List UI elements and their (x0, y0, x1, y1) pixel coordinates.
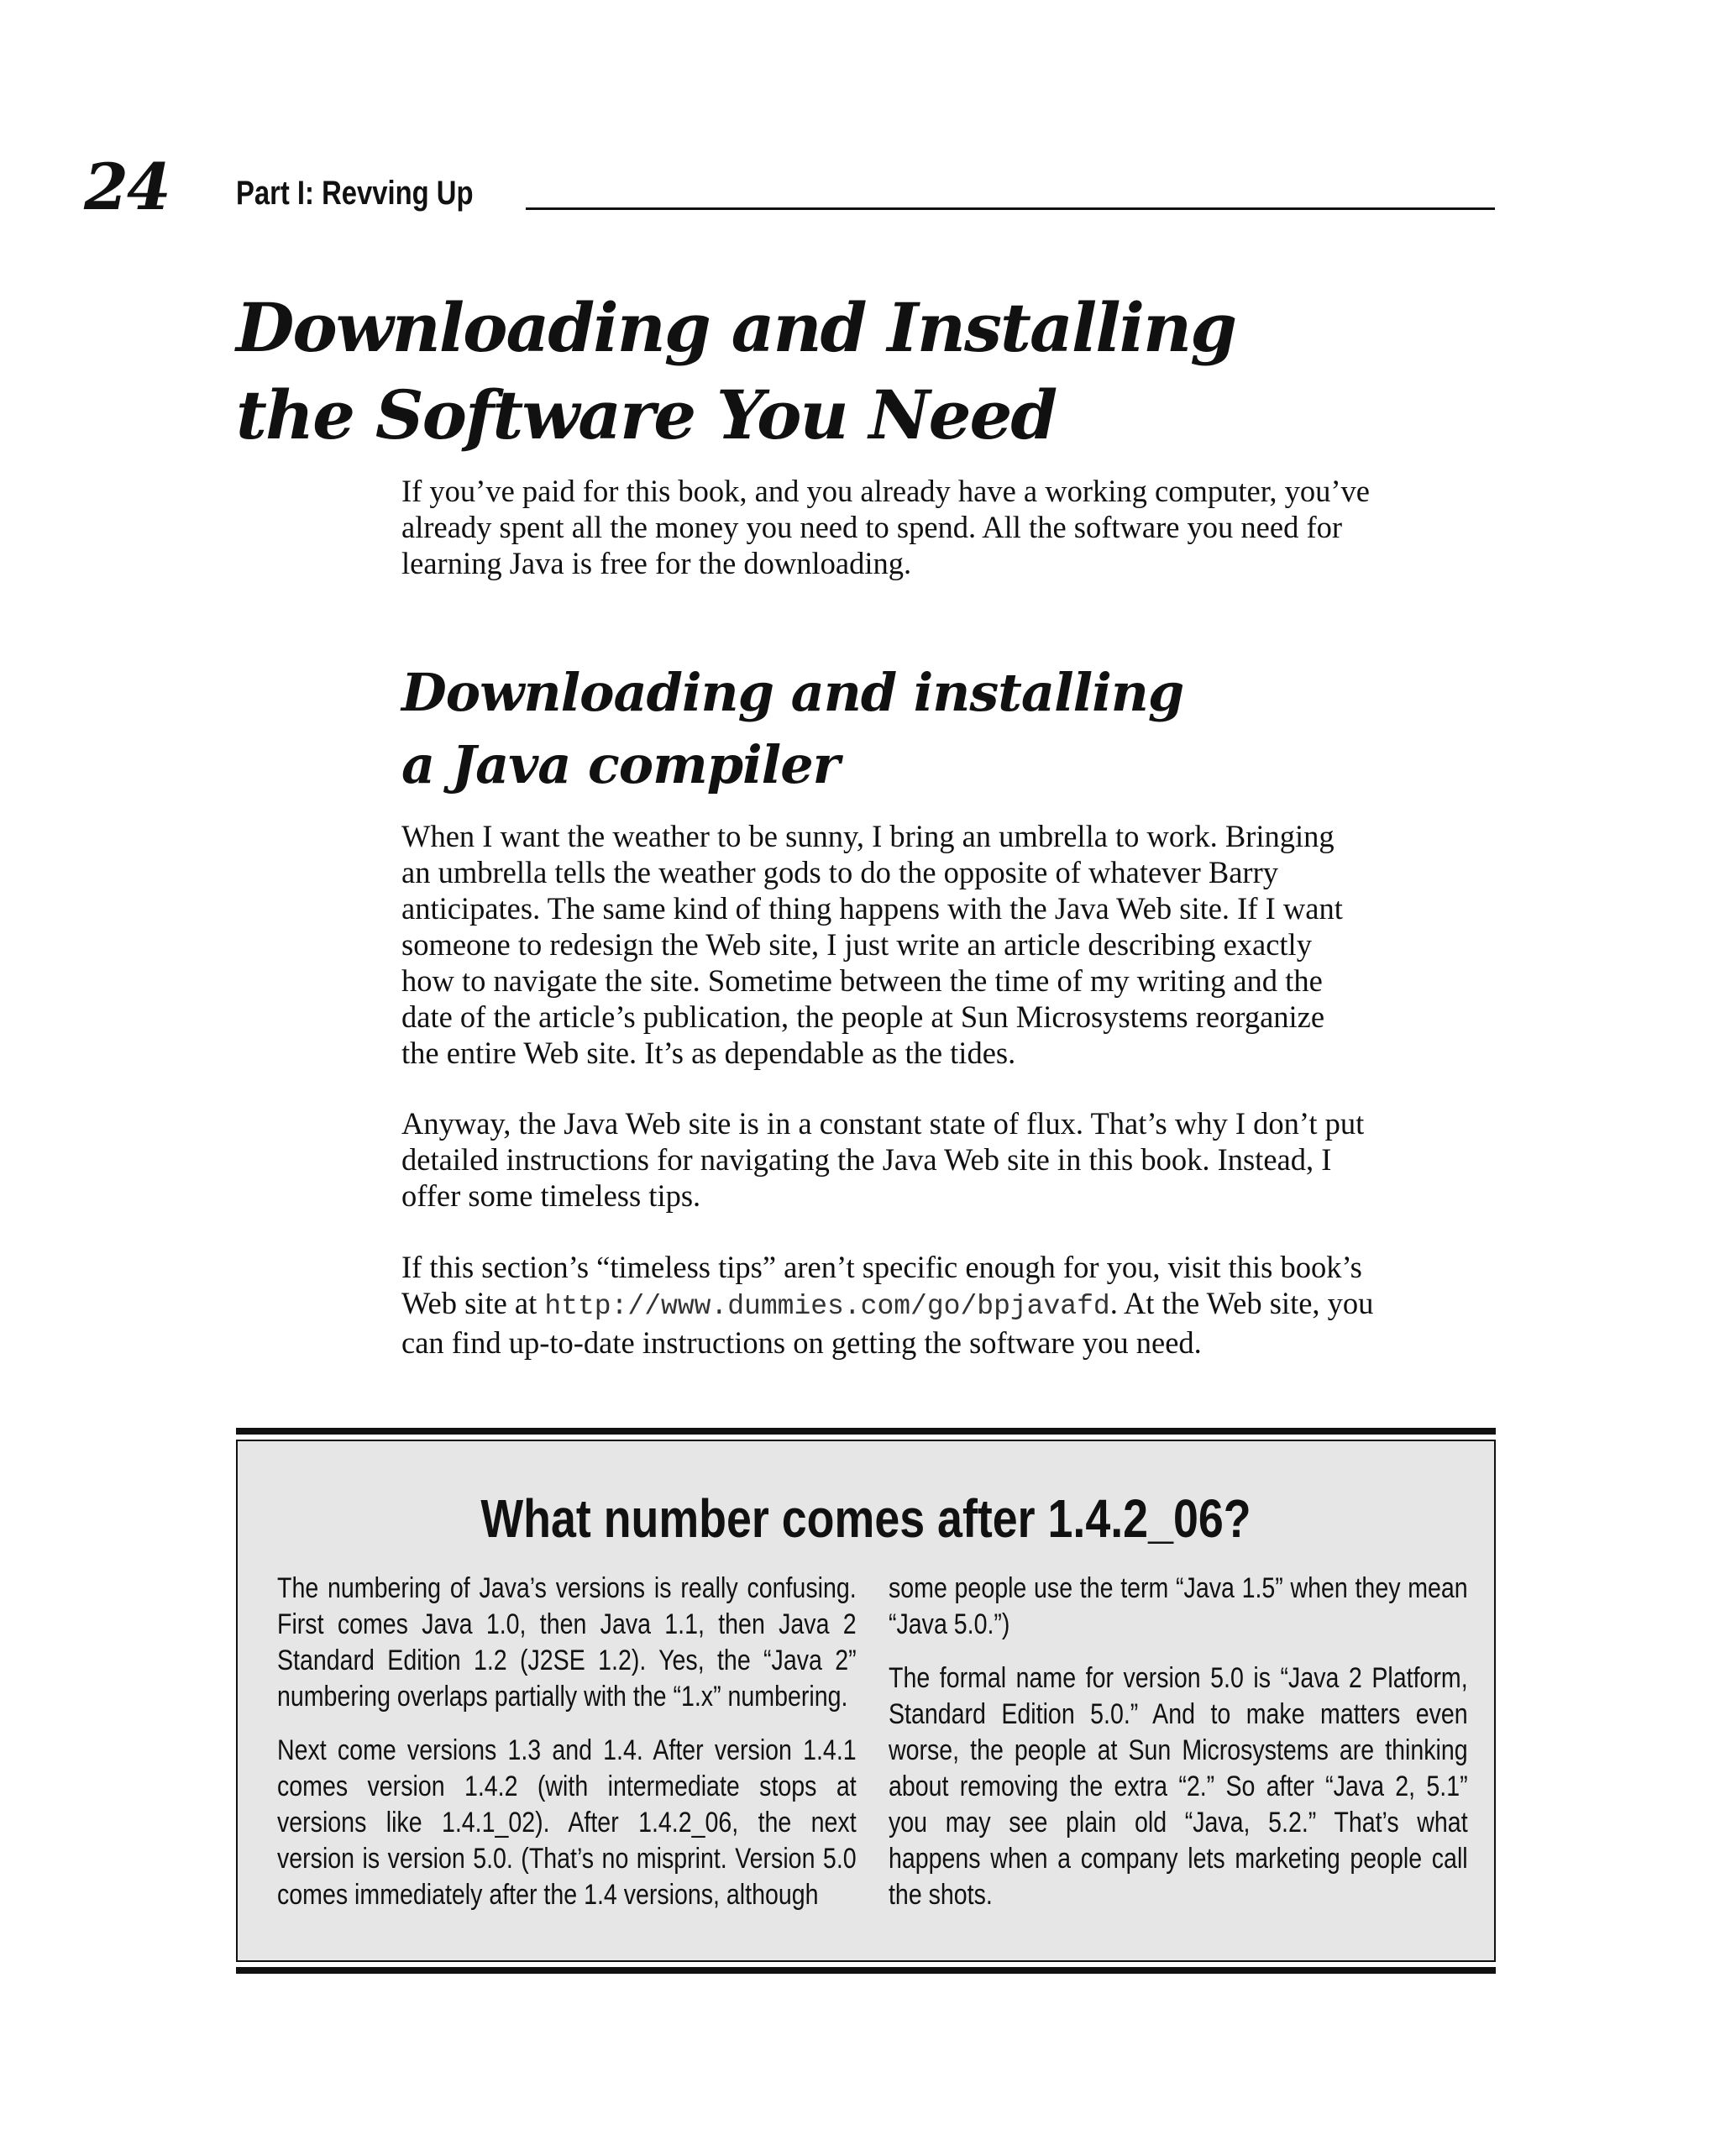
page-number: 24 (84, 150, 170, 224)
paragraph2-line-2: detailed instructions for navigating the Java Web site in this book. Instead, I (401, 1142, 1332, 1177)
paragraph3-line-2-end: . At the Web site, you (1109, 1286, 1374, 1320)
section-heading-line-2: a Java compiler (401, 734, 840, 795)
sidebar-right-column (889, 1571, 1468, 1931)
chapter-heading (236, 284, 1496, 459)
paragraph3-line-2-start: Web site at (401, 1286, 545, 1320)
flux-paragraph (401, 1105, 1495, 1214)
paragraph1-line-7: the entire Web site. It’s as dependable as the tides. (401, 1036, 1016, 1070)
paragraph3-line-1: If this section’s “timeless tips” aren’t specific enough for you, visit this book’s (401, 1250, 1362, 1284)
sidebar-box (236, 1428, 1496, 1974)
intro-line-3: learning Java is free for the downloading. (401, 546, 912, 580)
paragraph1-line-1: When I want the weather to be sunny, I bring an umbrella to work. Bringing (401, 819, 1335, 853)
paragraph2-line-3: offer some timeless tips. (401, 1178, 701, 1213)
paragraph3-line-3: can find up-to-date instructions on getting the software you need. (401, 1325, 1202, 1360)
sidebar-left-paragraph-2: Next come versions 1.3 and 1.4. After version 1.4.1 comes version 1.4.2 (with intermediate stops at versions like 1.4.1_02). After 1.4.2_06, the next version is version 5.0. (That’s no misprint. Version 5.0 comes immediately after the 1.4 versions, although (277, 1734, 857, 1911)
running-header-part-title: Part I: Revving Up (236, 175, 474, 212)
sidebar-panel (236, 1440, 1496, 1962)
sidebar-left-paragraph-1: The numbering of Java’s versions is really confusing. First comes Java 1.0, then Java 1.1, then Java 2 Standard Edition 1.2 (J2SE 1.2). Yes, the “Java 2” numbering overlaps partially with the “1.x” numbering. (277, 1572, 857, 1713)
intro-line-2: already spent all the money you need to spend. All the software you need for (401, 510, 1343, 544)
book-website-url[interactable]: http://www.dummies.com/go/bpjavafd (544, 1291, 1110, 1322)
paragraph1-line-5: how to navigate the site. Sometime between the time of my writing and the (401, 963, 1323, 998)
sidebar-right-paragraph-1: some people use the term “Java 1.5” when they mean “Java 5.0.”) (889, 1572, 1468, 1640)
paragraph2-line-1: Anyway, the Java Web site is in a constant state of flux. That’s why I don’t put (401, 1106, 1365, 1141)
section-heading (401, 657, 1493, 801)
chapter-heading-line-2: the Software You Need (236, 375, 1057, 454)
intro-line-1: If you’ve paid for this book, and you already have a working computer, you’ve (401, 474, 1371, 508)
paragraph1-line-4: someone to redesign the Web site, I just write an article describing exactly (401, 927, 1312, 962)
sidebar-title: What number comes after 1.4.2_06? (480, 1488, 1251, 1549)
intro-paragraph (401, 473, 1495, 581)
paragraph1-line-6: date of the article’s publication, the people at Sun Microsystems reorganize (401, 999, 1325, 1034)
header-rule (526, 207, 1495, 210)
chapter-heading-line-1: Downloading and Installing (236, 288, 1236, 367)
website-paragraph (401, 1249, 1495, 1361)
sidebar-left-column (277, 1571, 857, 1931)
paragraph1-line-3: anticipates. The same kind of thing happens with the Java Web site. If I want (401, 891, 1343, 926)
section-heading-line-1: Downloading and installing (401, 662, 1184, 723)
paragraph1-line-2: an umbrella tells the weather gods to do the opposite of whatever Barry (401, 855, 1278, 889)
weather-paragraph (401, 818, 1495, 1071)
sidebar-right-paragraph-2: The formal name for version 5.0 is “Java 2 Platform, Standard Edition 5.0.” And to make matters even worse, the people at Sun Microsystems are thinking about removing the extra “2.” So after “Java 2, 5.1” you may see plain old “Java, 5.2.” That’s what happens when a company lets marketing people call the shots. (889, 1662, 1468, 1911)
